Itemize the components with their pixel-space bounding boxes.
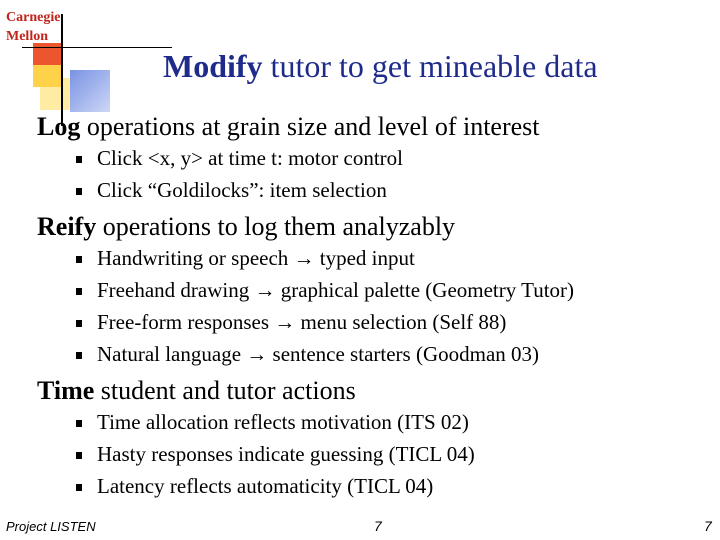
- bullet-icon: [76, 420, 82, 427]
- bullet-list: [37, 242, 707, 370]
- heading-bold: Reify: [37, 212, 97, 241]
- section-log: [37, 112, 707, 206]
- bullet-icon: [76, 320, 82, 327]
- title-bold: Modify: [163, 48, 263, 84]
- logo-decoration-line: [22, 47, 172, 48]
- list-item: [37, 274, 707, 306]
- bullet-icon: [76, 352, 82, 359]
- list-item-text: Time allocation reflects motivation (ITS 02): [97, 410, 469, 434]
- bullet-icon: [76, 188, 82, 195]
- list-item: [37, 338, 707, 370]
- section-heading: [37, 112, 707, 142]
- cmu-logo: [6, 8, 60, 46]
- heading-rest: operations to log them analyzably: [96, 212, 456, 241]
- bullet-icon: [76, 452, 82, 459]
- logo-decoration-line: [61, 14, 63, 126]
- list-item-text: Free-form responses → menu selection (Self 88): [97, 310, 507, 334]
- section-time: [37, 376, 707, 502]
- list-item-text: Latency reflects automaticity (TICL 04): [97, 474, 434, 498]
- section-heading: [37, 376, 707, 406]
- title-rest: tutor to get mineable data: [262, 48, 598, 84]
- bullet-list: [37, 406, 707, 502]
- heading-rest: operations at grain size and level of interest: [80, 112, 540, 141]
- list-item-text: Hasty responses indicate guessing (TICL 04): [97, 442, 475, 466]
- list-item: [37, 470, 707, 502]
- section-heading: [37, 212, 707, 242]
- list-item: [37, 438, 707, 470]
- slide-title: [163, 48, 598, 85]
- heading-bold: Time: [37, 376, 95, 405]
- list-item-text: Handwriting or speech → typed input: [97, 246, 415, 270]
- list-item: [37, 174, 707, 206]
- list-item: [37, 242, 707, 274]
- bullet-icon: [76, 156, 82, 163]
- bullet-list: [37, 142, 707, 206]
- footer-project-name: Project LISTEN: [6, 519, 96, 534]
- logo-decoration-square: [70, 70, 110, 112]
- list-item: [37, 306, 707, 338]
- list-item-text: Freehand drawing → graphical palette (Geometry Tutor): [97, 278, 575, 302]
- section-reify: [37, 212, 707, 370]
- bullet-icon: [76, 484, 82, 491]
- footer-page-number: 7: [704, 518, 712, 534]
- logo-line: Carnegie: [6, 10, 61, 25]
- list-item: [37, 406, 707, 438]
- heading-bold: Log: [37, 112, 81, 141]
- heading-rest: student and tutor actions: [94, 376, 356, 405]
- bullet-icon: [76, 288, 82, 295]
- slide-content: [37, 112, 707, 502]
- footer-slide-number: 7: [374, 518, 382, 534]
- list-item: [37, 142, 707, 174]
- logo-line: Mellon: [6, 29, 48, 44]
- bullet-icon: [76, 256, 82, 263]
- list-item-text: Natural language → sentence starters (Goodman 03): [97, 342, 540, 366]
- list-item-text: Click <x, y> at time t: motor control: [97, 146, 403, 170]
- list-item-text: Click “Goldilocks”: item selection: [97, 178, 387, 202]
